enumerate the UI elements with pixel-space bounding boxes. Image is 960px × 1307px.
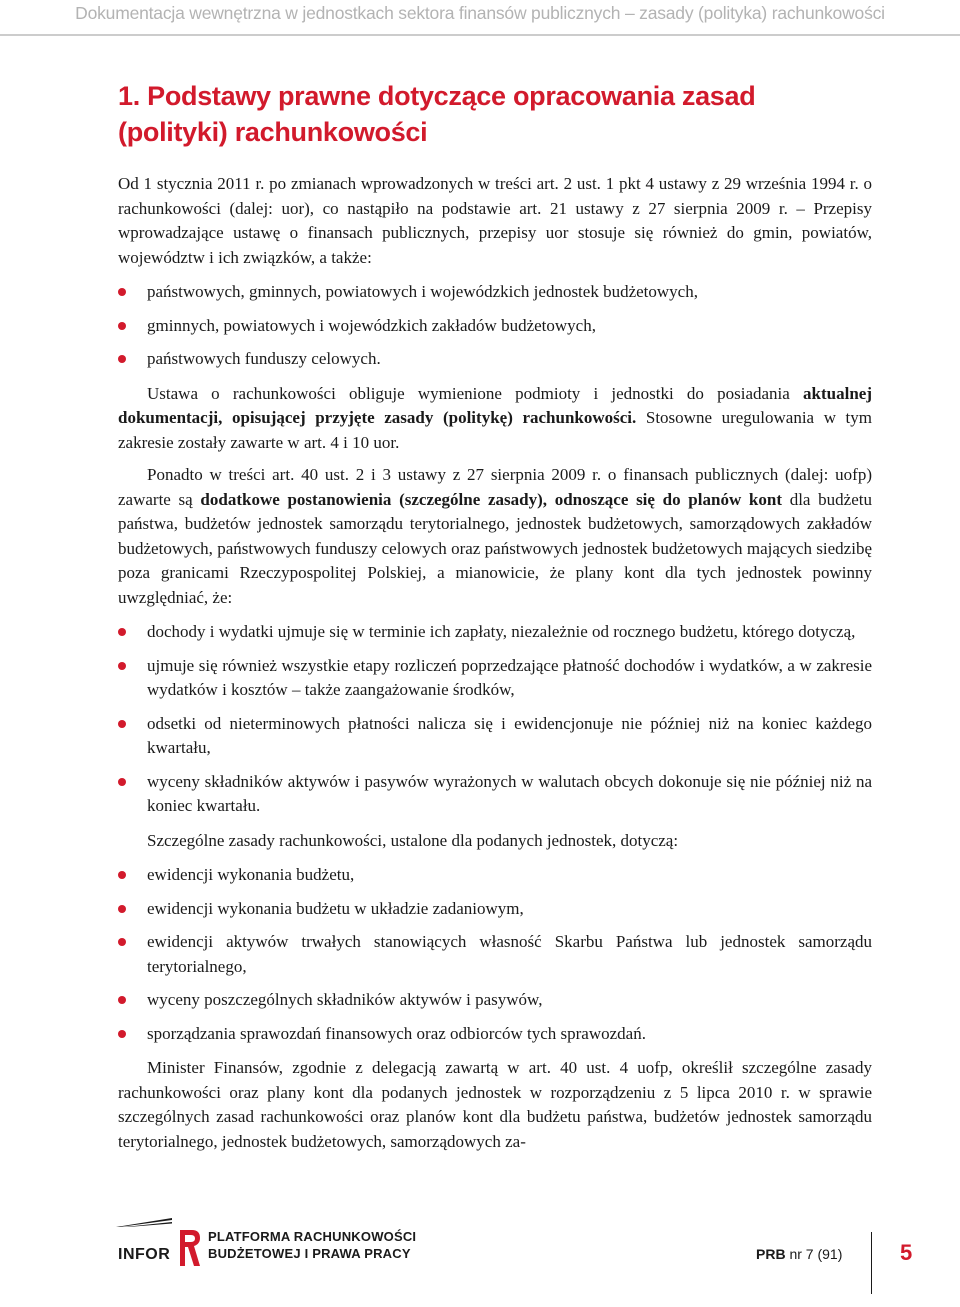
bullet-icon (118, 662, 126, 670)
bullet-icon (118, 322, 126, 330)
list-item-text: wyceny poszczególnych składników aktywów i pasywów, (147, 990, 543, 1009)
list-item (118, 712, 872, 761)
bullet-icon (118, 871, 126, 879)
list-item-text: państwowych, gminnych, powiatowych i wojewódzkich jednostek budżetowych, (147, 282, 698, 301)
paragraph-intro: Od 1 stycznia 2011 r. po zmianach wprowadzonych w treści art. 2 ust. 1 pkt 4 ustawy z 29 września 1994 r. o rachunkowości (dalej: uor), co nastąpiło na podstawie art. 21 ustawy z 27 sierpnia 2009 r. – Przepisy wprowadzające ustawę o finansach publicznych, przepisy uor stosuje się również do gmin, powiatów, województw i ich związków, a także: (118, 174, 872, 267)
rb-logo-icon (178, 1228, 204, 1268)
footer-divider (871, 1232, 872, 1294)
page-footer (0, 1220, 960, 1307)
section-title: 1. Podstawy prawne dotyczące opracowania zasad (polityki) rachunkowości (118, 81, 756, 147)
text-run: Stosowne uregulowania w tym zakresie zostały zawarte w art. 4 i 10 uor. (118, 408, 873, 452)
running-header (0, 0, 960, 36)
list-item (118, 347, 872, 372)
bullet-icon (118, 720, 126, 728)
platform-name (208, 1228, 416, 1262)
paragraph-account-plans (118, 463, 872, 610)
bullet-icon (118, 288, 126, 296)
list-account-plan-rules (118, 620, 872, 819)
list-item-text: odsetki od nieterminowych płatności nalicza się i ewidencjonuje nie później niż na koniec każdego kwartału, (147, 713, 872, 757)
issue-number: nr 7 (91) (785, 1246, 843, 1262)
list-item-text: państwowych funduszy celowych. (147, 349, 381, 368)
list-item (118, 863, 872, 888)
list-item-text: ewidencji wykonania budżetu, (147, 865, 355, 884)
list-item (118, 280, 872, 305)
text-run: Ponadto w treści art. 40 ust. 2 i 3 ustawy z 27 sierpnia 2009 r. o finansach publicznych (dalej: uofp) zawarte są (118, 465, 872, 509)
list-item (118, 314, 872, 339)
paragraph-minister: Minister Finansów, zgodnie z delegacją zawartą w art. 40 ust. 4 uofp, określił szczególne zasady rachunkowości oraz plany kont dla podanych jednostek w rozporządzeniu z 5 lipca 2010 r. w sprawie szczególnych zasad rachunkowości oraz planów kont dla budżetu państwa, budżetów jednostek samorządu terytorialnego, jednostek budżetowych, samorządowych za- (118, 1058, 872, 1151)
platform-line-1: PLATFORMA RACHUNKOWOŚCI (208, 1229, 417, 1244)
bullet-icon (118, 778, 126, 786)
bold-run: dodatkowe postanowienia (szczególne zasady), odnoszące się do planów kont (200, 489, 782, 509)
bullet-icon (118, 996, 126, 1004)
issue-label (756, 1246, 842, 1262)
list-item (118, 988, 872, 1013)
bullet-icon (118, 905, 126, 913)
running-header-title: Dokumentacja wewnętrzna w jednostkach sektora finansów publicznych – zasady (polityka) rachunkowości (75, 3, 885, 23)
publisher-name: INFOR (118, 1246, 171, 1263)
list-item-text: ujmuje się również wszystkie etapy rozliczeń poprzedzające płatność dochodów i wydatków, a w zakresie wydatków i kosztów – także zaangażowanie środków, (147, 655, 872, 699)
list-item-text: ewidencji wykonania budżetu w układzie zadaniowym, (147, 898, 524, 918)
infor-wing-icon (114, 1216, 174, 1228)
list-item (118, 897, 872, 922)
list-item-text: wyceny składników aktywów i pasywów wyrażonych w walutach obcych dokonuje się nie później niż na koniec kwartału. (147, 771, 872, 815)
bullet-icon (118, 938, 126, 946)
list-special-rules (118, 863, 872, 1046)
list-item (118, 620, 872, 645)
platform-line-2: BUDŻETOWEJ I PRAWA PRACY (208, 1246, 411, 1261)
list-item (118, 930, 872, 979)
article-body (118, 172, 872, 1162)
issue-brand: PRB (756, 1246, 786, 1262)
text-run: dla budżetu państwa, budżetów jednostek samorządu terytorialnego, jednostek budżetowych, samorządowych zakładów budżetowych, państwowych funduszy celowych oraz państwowych jednostek budżetowych mających siedzibę poza granicami Rzeczypospolitej Polskiej, a mianowicie, że plany kont dla tych jednostek powinny uwzględniać, że: (118, 489, 872, 607)
paragraph-special-rules: Szczególne zasady rachunkowości, ustalone dla podanych jednostek, dotyczą: (147, 830, 679, 850)
bullet-icon (118, 628, 126, 636)
page-number: 5 (900, 1240, 913, 1265)
list-entities (118, 280, 872, 372)
list-item (118, 770, 872, 819)
list-item-text: ewidencji aktywów trwałych stanowiących własność Skarbu Państwa lub jednostek samorządu terytorialnego, (147, 932, 872, 976)
list-item (118, 654, 872, 703)
list-item-text: sporządzania sprawozdań finansowych oraz odbiorców tych sprawozdań. (147, 1023, 646, 1043)
list-item-text: gminnych, powiatowych i wojewódzkich zakładów budżetowych, (147, 315, 596, 335)
list-item (118, 1022, 872, 1047)
list-item-text: dochody i wydatki ujmuje się w terminie ich zapłaty, niezależnie od rocznego budżetu, którego dotyczą, (147, 622, 856, 641)
text-run: Ustawa o rachunkowości obliguje wymienione podmioty i jednostki do posiadania (147, 383, 804, 403)
bullet-icon (118, 1030, 126, 1038)
paragraph-obligation (118, 382, 872, 456)
bold-run: aktualnej dokumentacji, opisującej przyjęte zasady (politykę) rachunkowości. (118, 383, 872, 427)
bullet-icon (118, 355, 126, 363)
